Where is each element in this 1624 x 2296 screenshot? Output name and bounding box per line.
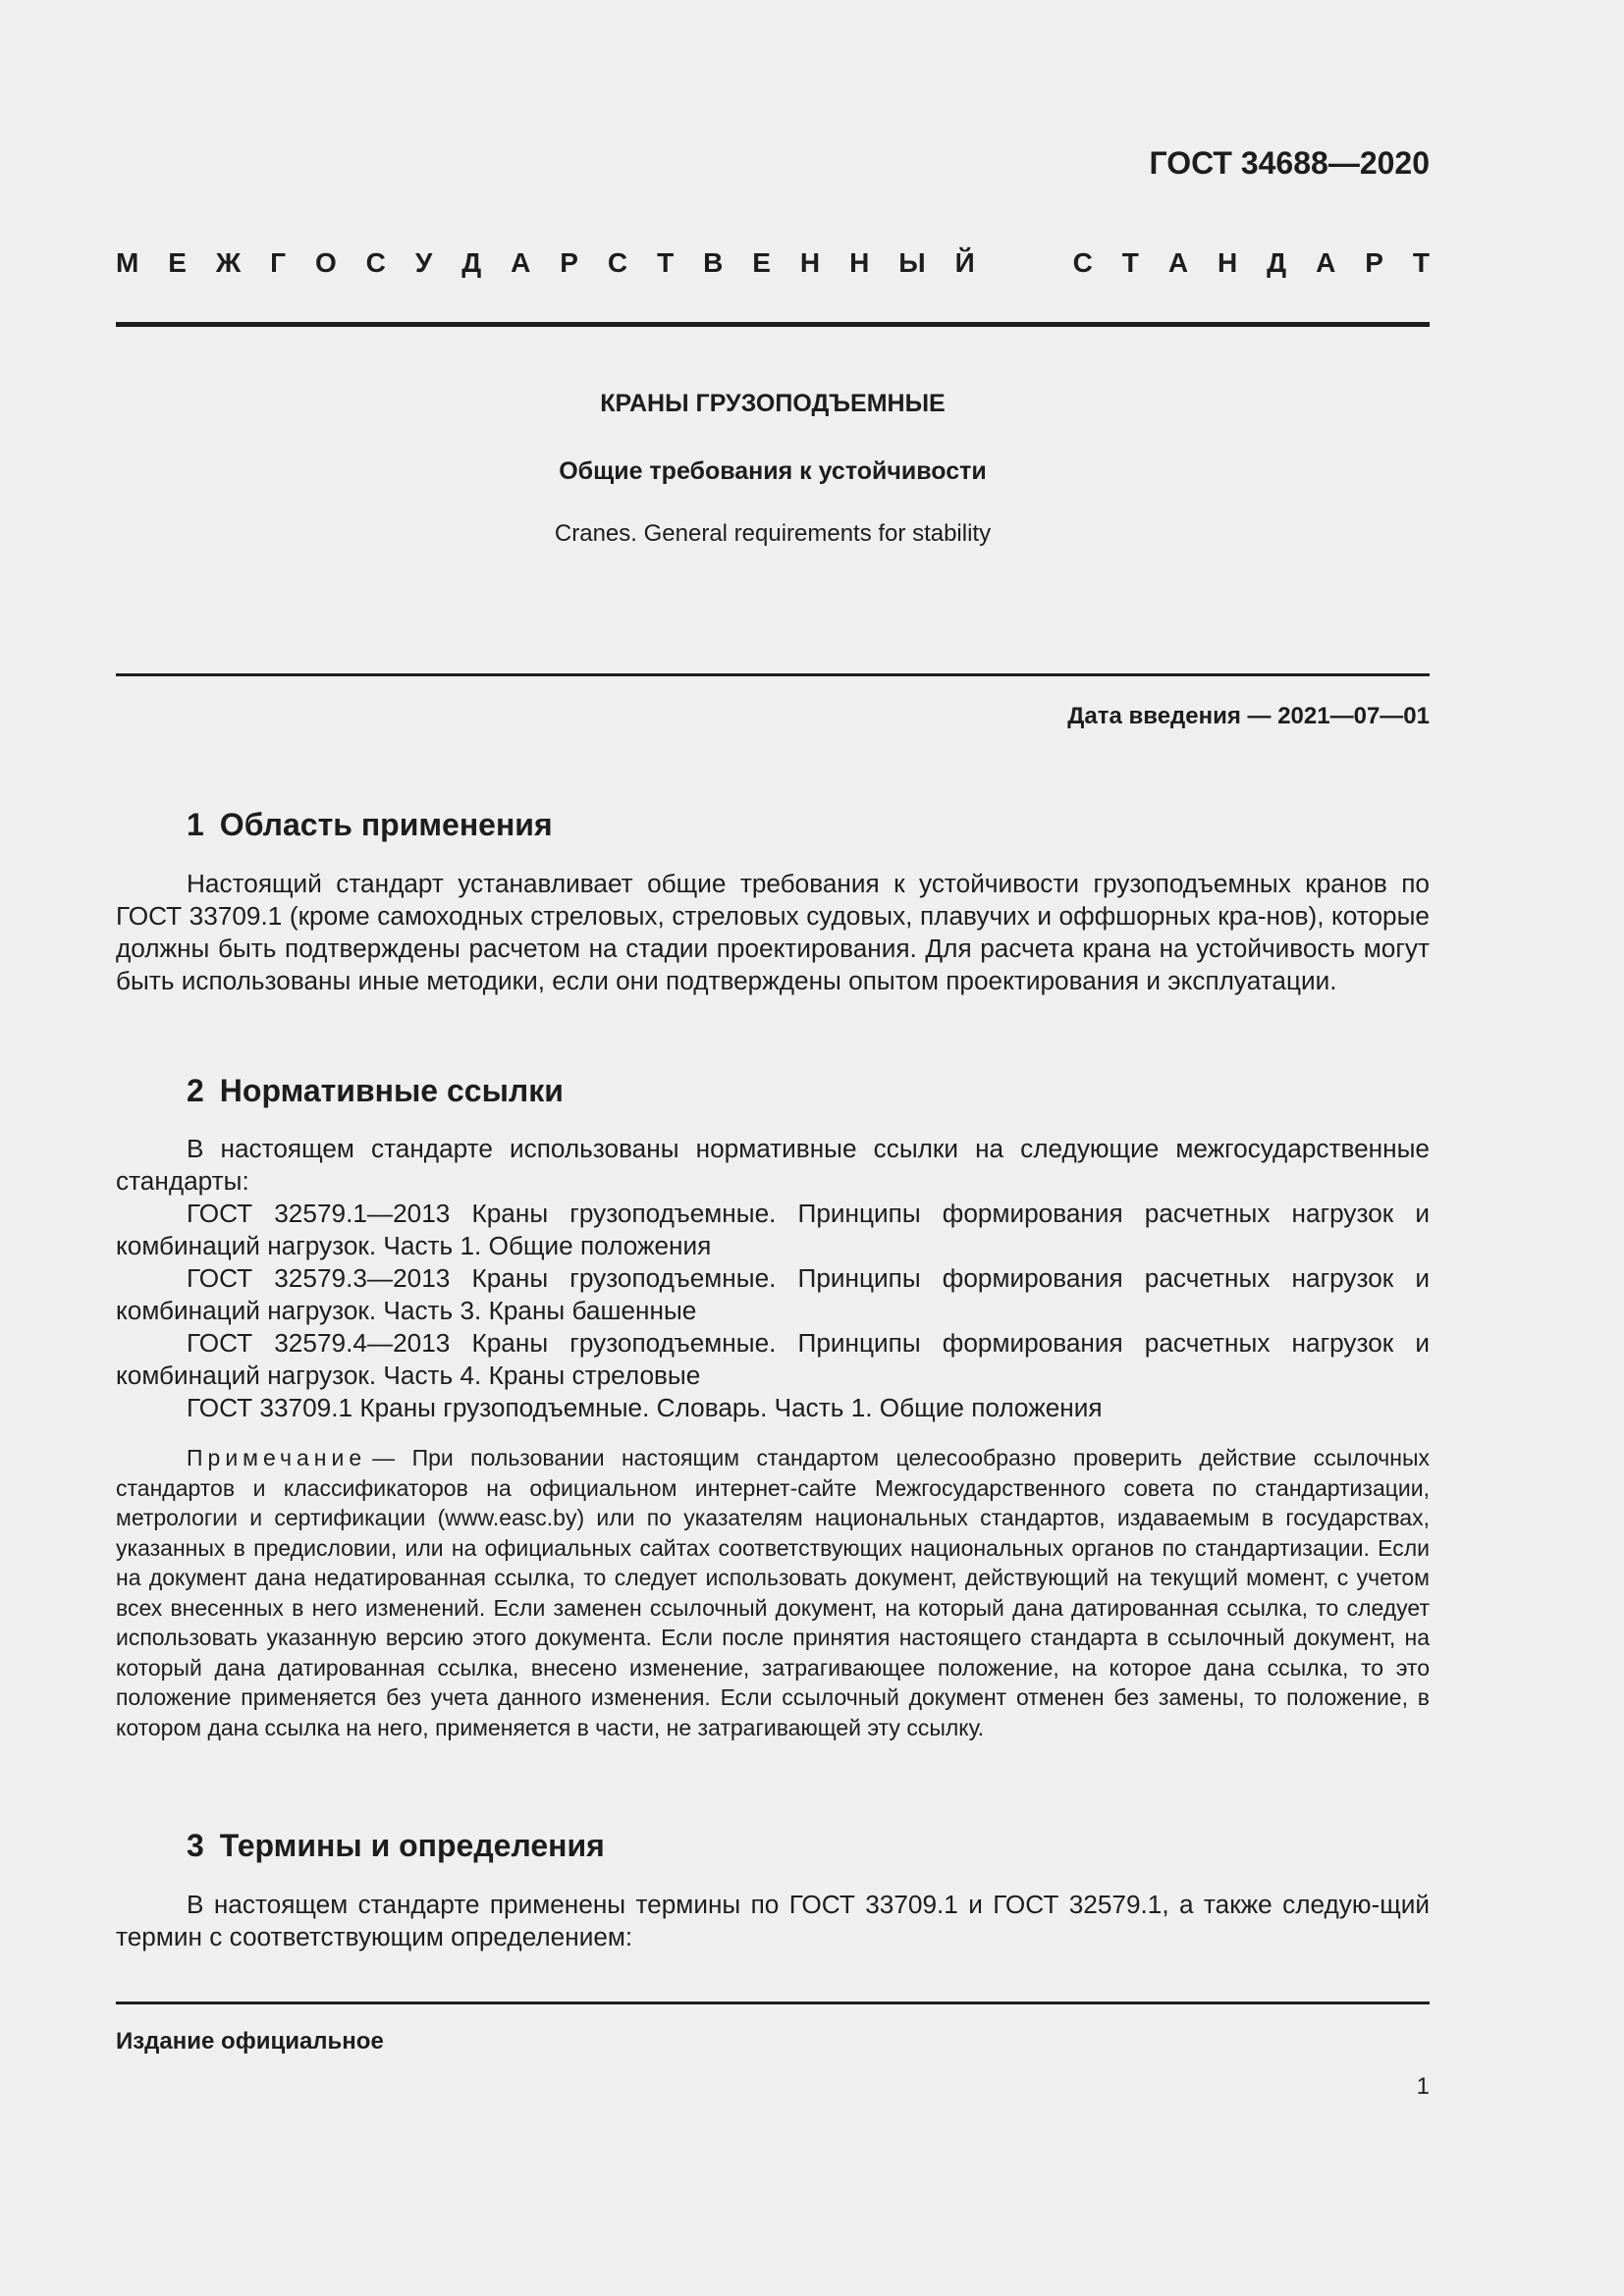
section-number: 2 (187, 1073, 204, 1108)
header-rule (116, 322, 1430, 327)
standard-type-letter: Ы (898, 247, 926, 278)
standard-type-letter: М (116, 247, 139, 278)
standard-type-letter: Т (657, 247, 675, 278)
standard-type-letter: О (314, 247, 337, 278)
standard-type-letter: С (607, 247, 628, 278)
standard-type-letter: А (1167, 247, 1189, 278)
section-number: 1 (187, 807, 204, 842)
document-number: ГОСТ 34688—2020 (1149, 145, 1430, 181)
section-heading (187, 807, 553, 843)
edition-label: Издание официальное (116, 2028, 384, 2055)
standard-type-letter: С (365, 247, 386, 278)
standard-type-letter: Н (1218, 247, 1238, 278)
section-heading (187, 1073, 564, 1109)
reference-item: ГОСТ 32579.1—2013 Краны грузоподъемные. Принципы формирования расчетных нагрузок и комбинаций нагрузок. Часть 1. Общие положения (116, 1199, 1430, 1260)
title-english: Cranes. General requirements for stability (554, 520, 992, 547)
note-label: Примечание (187, 1445, 367, 1470)
standard-type-letter: А (1316, 247, 1336, 278)
standard-type-letter: Р (1365, 247, 1383, 278)
standard-type-letter: Й (954, 247, 975, 278)
standard-type-letter: А (511, 247, 531, 278)
standard-type-letter: Г (270, 247, 287, 278)
standard-type-letter: Е (168, 247, 187, 278)
section-number: 3 (187, 1828, 204, 1863)
standard-type-letter: У (414, 247, 433, 278)
section-title: Нормативные ссылки (219, 1073, 564, 1108)
reference-item: ГОСТ 32579.4—2013 Краны грузоподъемные. Принципы формирования расчетных нагрузок и комбинаций нагрузок. Часть 4. Краны стреловые (116, 1328, 1430, 1390)
standard-type-letter: Н (849, 247, 870, 278)
title-sub: Общие требования к устойчивости (559, 457, 987, 485)
section-title: Термины и определения (219, 1828, 605, 1863)
reference-list (116, 1198, 1430, 1424)
section-paragraph: В настоящем стандарте применены термины по ГОСТ 33709.1 и ГОСТ 32579.1, а также следую-щий термин с соответствующим определением: (116, 1890, 1430, 1951)
standard-type-letter: Д (1267, 247, 1287, 278)
standard-type-letter: С (1072, 247, 1093, 278)
section-paragraph: Настоящий стандарт устанавливает общие требования к устойчивости грузоподъемных кранов по ГОСТ 33709.1 (кроме самоходных стреловых, стреловых судовых, плавучих и оффшорных кра-нов), которые должны быть подтверждены расчетом на стадии проектирования. Для расчета крана на устойчивость могут быть использованы иные методики, если они подтверждены опытом проектирования и эксплуатации. (116, 869, 1430, 995)
standard-type-letter: Т (1412, 247, 1430, 278)
title-main: КРАНЫ ГРУЗОПОДЪЕМНЫЕ (600, 390, 946, 417)
standard-type-letter: Е (752, 247, 771, 278)
section-heading (187, 1828, 605, 1864)
standard-type-letter: Н (799, 247, 821, 278)
note-block (116, 1443, 1430, 1742)
section-paragraph: В настоящем стандарте использованы нормативные ссылки на следующие межгосударственные стандарты: (116, 1134, 1430, 1196)
standard-type-letter: Ж (215, 247, 242, 278)
reference-item: ГОСТ 32579.3—2013 Краны грузоподъемные. Принципы формирования расчетных нагрузок и комбинаций нагрузок. Часть 3. Краны башенные (116, 1263, 1430, 1325)
standard-type-letter: Д (461, 247, 482, 278)
page-number: 1 (1416, 2073, 1430, 2100)
standard-type-heading (116, 247, 1430, 279)
note-text: — При пользовании настоящим стандартом целесообразно проверить действие ссылочных стандартов и классификаторов на официальном интернет-сайте Межгосударственного совета по стандартизации, метрологии и сертификации (www.easc.by) или по указателям национальных стандартов, издаваемым в государствах, указанных в предисловии, или на официальных сайтах соответствующих национальных органов по стандартизации. Если на документ дана недатированная ссылка, то следует использовать документ, действующий на текущий момент, с учетом всех внесенных в него изменений. Если заменен ссылочный документ, на который дана датированная ссылка, то следует использовать указанную версию этого документа. Если после принятия настоящего стандарта в ссылочный документ, на который дана датированная ссылка, внесено изменение, затрагивающее положение, на которое дана ссылка, то это положение применяется без учета данного изменения. Если ссылочный документ отменен без замены, то положение, в котором дана ссылка на него, применяется в части, не затрагивающей эту ссылку. (116, 1445, 1430, 1740)
standard-type-letter: Т (1121, 247, 1139, 278)
title-rule (116, 673, 1430, 676)
section-title: Область применения (219, 807, 553, 842)
standard-type-letter: В (703, 247, 724, 278)
standard-type-letter: Р (560, 247, 578, 278)
footer-rule (116, 2002, 1430, 2004)
introduction-date: Дата введения — 2021—07—01 (1067, 703, 1430, 729)
reference-item: ГОСТ 33709.1 Краны грузоподъемные. Словарь. Часть 1. Общие положения (187, 1393, 1103, 1422)
